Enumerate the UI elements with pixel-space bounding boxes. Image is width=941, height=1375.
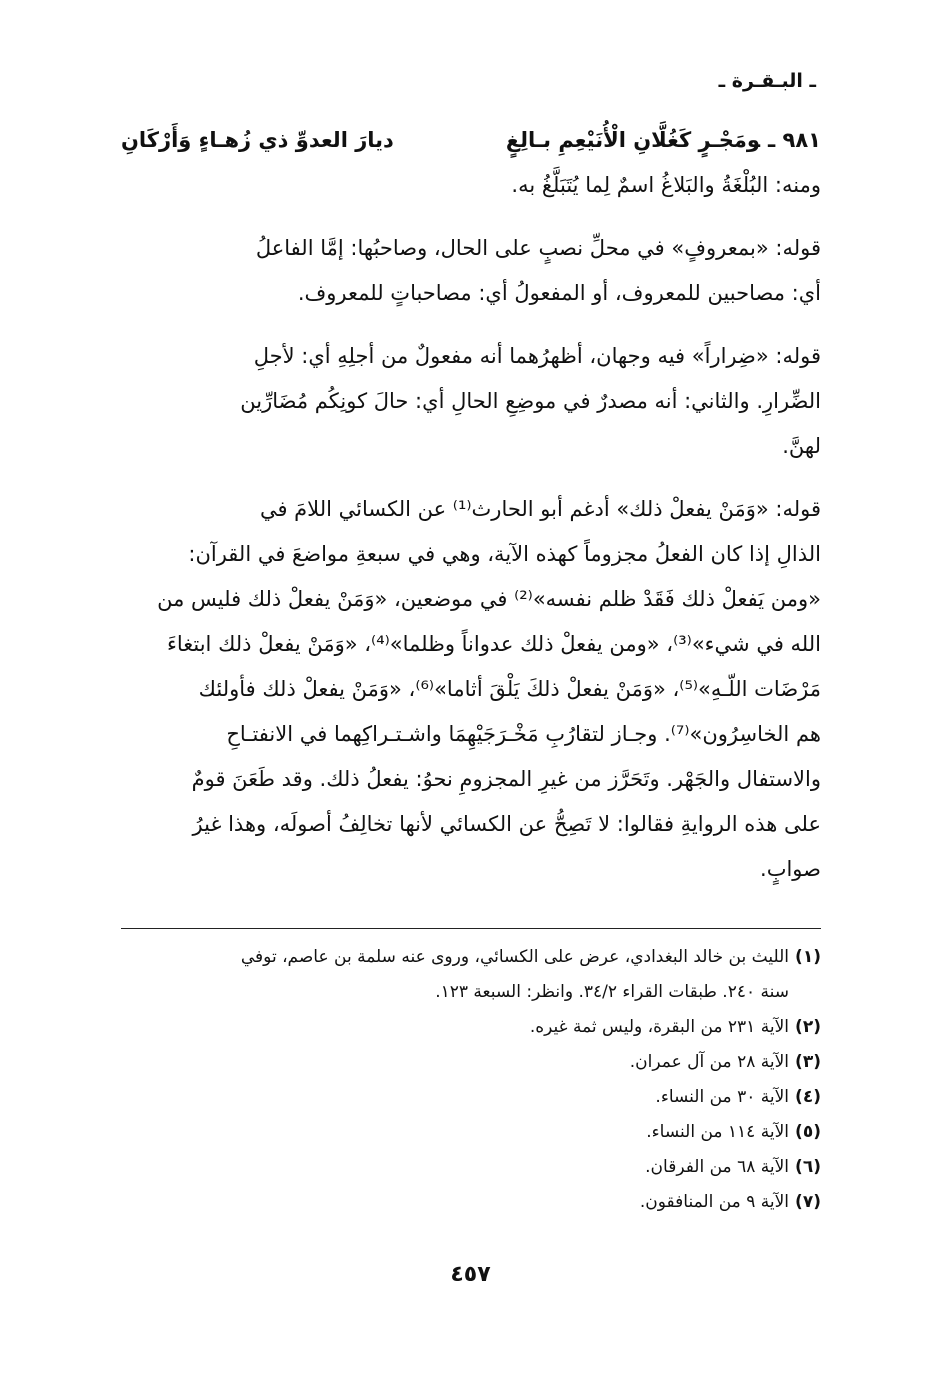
footnote-number: (٣) <box>795 1052 821 1072</box>
footnote-number: (٦) <box>795 1157 821 1177</box>
verse-second-hemistich: ديارَ العدوِّ ذي زُهـاءٍ وَأَرْكَانِ <box>121 128 394 152</box>
footnote-3 <box>121 1045 821 1080</box>
paragraph-4-line-3: «ومن يَفعلْ ذلك فَقَدْ ظلم نفسه»⁽²⁾ في موضعين، «وَمَنْ يفعلْ ذلك فليس من <box>157 587 821 611</box>
footnote-4 <box>121 1080 821 1115</box>
paragraph-3-line-2: الضِّرارِ. والثاني: أنه مصدرٌ في موضِعِ الحالِ أي: حالَ كونِكُم مُضَارِّين <box>240 389 821 413</box>
verse-first-hemistich <box>506 118 821 163</box>
paragraph-3-line-1: قوله: «ضِراراً» فيه وجهان، أظهرُهما أنه مفعولٌ من أجلِهِ أي: لأجلِ <box>253 344 821 368</box>
page-number: ٤٥٧ <box>450 1262 491 1287</box>
footnote-1 <box>121 940 821 975</box>
paragraph-4-line-2: الذالِ إذا كان الفعلُ مجزوماً كهذه الآية، وهي في سبعةِ مواضعَ في القرآن: <box>188 542 821 566</box>
footnote-number: (٤) <box>795 1087 821 1107</box>
poetry-verse <box>121 118 821 163</box>
footnote-text: الآية ٣٠ من النساء. <box>655 1087 789 1107</box>
footnote-text: الآية ٢٣١ من البقرة، وليس ثمة غيره. <box>529 1017 789 1037</box>
verse-number: ٩٨١ ـ <box>768 128 821 152</box>
footnote-separator <box>121 928 821 929</box>
main-text <box>121 118 821 892</box>
footnote-number: (٢) <box>795 1017 821 1037</box>
paragraph-4-line-6: هم الخاسِرُون»⁽⁷⁾. وجـاز لتقارُبِ مَخْـرَجَيْهِمَا واشـتـراكِهما في الانفتـاحِ <box>226 722 821 746</box>
footnote-number: (٥) <box>795 1122 821 1142</box>
footnote-text: الآية ٢٨ من آل عمران. <box>629 1052 789 1072</box>
footnote-1-continuation: سنة ٢٤٠. طبقات القراء ٣٤/٢. وانظر: السبعة ١٢٣. <box>435 982 789 1002</box>
paragraph-gap <box>121 316 821 334</box>
paragraph-3-line-3: لهنَّ. <box>782 434 821 458</box>
footnote-text: الآية ٦٨ من الفرقان. <box>645 1157 789 1177</box>
footnote-number: (٧) <box>795 1192 821 1212</box>
verse-first-hemistich-text: ومَجْـرٍ كَغُلَّانِ الْأُنَيْعِمِ بـالِغٍ <box>505 128 761 152</box>
footnote-5 <box>121 1115 821 1150</box>
paragraph-gap <box>121 208 821 226</box>
paragraph-1-line-1: ومنه: البُلْغَةُ والبَلاغُ اسمٌ لِما يُتَبَلَّغُ به. <box>511 173 821 197</box>
paragraph-4-line-5: مَرْضَات اللّـهِ»⁽⁵⁾، «وَمَنْ يفعلْ ذلكَ يَلْقَ أثاما»⁽⁶⁾، «وَمَنْ يفعلْ ذلك فأولئك <box>198 677 821 701</box>
paragraph-4-line-4: الله في شيء»⁽³⁾، «ومن يفعلْ ذلك عدواناً وظلما»⁽⁴⁾، «وَمَنْ يفعلْ ذلك ابتغاءَ <box>166 632 821 656</box>
footnote-6 <box>121 1150 821 1185</box>
paragraph-2-line-2: أي: مصاحبين للمعروف، أو المفعولُ أي: مصاحباتٍ للمعروف. <box>297 281 821 305</box>
paragraph-4-line-1: قوله: «وَمَنْ يفعلْ ذلك» أدغم أبو الحارث⁽¹⁾ عن الكسائي اللامَ في <box>259 497 821 521</box>
paragraph-gap <box>121 469 821 487</box>
footnotes <box>121 940 821 1220</box>
paragraph-4-line-9: صوابٍ. <box>760 857 821 881</box>
footnote-number: (١) <box>795 947 821 967</box>
running-header: ـ البـقـرة ـ <box>718 70 816 92</box>
paragraph-2-line-1: قوله: «بمعروفٍ» في محلِّ نصبٍ على الحال، وصاحبُها: إمَّا الفاعلُ <box>255 236 821 260</box>
footnote-text: الآية ١١٤ من النساء. <box>646 1122 789 1142</box>
footnote-text: الآية ٩ من المنافقون. <box>639 1192 789 1212</box>
footnote-2 <box>121 1010 821 1045</box>
paragraph-4-line-8: على هذه الروايةِ فقالوا: لا تَصِحُّ عن الكسائي لأنها تخالِفُ أصولَه، وهذا غيرُ <box>192 812 821 836</box>
footnote-text: الليث بن خالد البغدادي، عرض على الكسائي، وروى عنه سلمة بن عاصم، توفي <box>240 947 789 967</box>
paragraph-4-line-7: والاستفال والجَهْر. وتَحَرَّز من غيرِ المجزومِ نحوُ: يفعلُ ذلك. وقد طَعَنَ قومٌ <box>191 767 821 791</box>
footnote-7 <box>121 1185 821 1220</box>
